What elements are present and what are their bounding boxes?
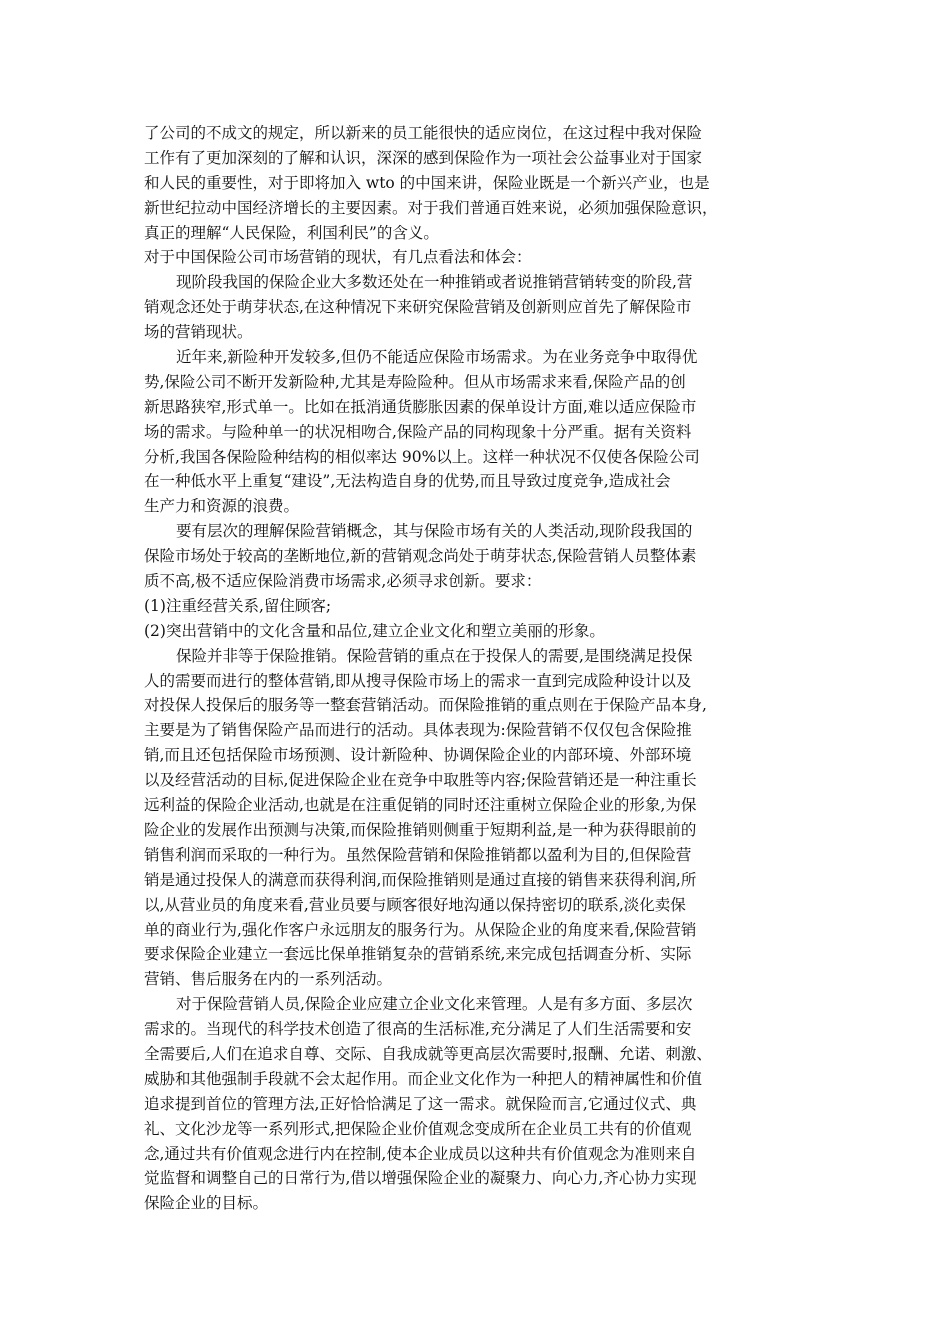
text-line: 觉监督和调整自己的日常行为,借以增强保险企业的凝聚力、向心力,齐心协力实现 (144, 1169, 697, 1188)
text-line: 营销、售后服务在内的一系列活动。 (144, 970, 393, 989)
text-line: 销售利润而采取的一种行为。虽然保险营销和保险推销都以盈利为目的,但保险营 (144, 845, 692, 864)
text-line: (1)注重经营关系,留住顾客; (144, 596, 332, 615)
text-line: 要有层次的理解保险营销概念，其与保险市场有关的人类活动,现阶段我国的 (176, 522, 693, 541)
text-line: 保险市场处于较高的垄断地位,新的营销观念尚处于萌芽状态,保险营销人员整体素 (144, 547, 697, 566)
text-line: 保险企业的目标。 (144, 1194, 269, 1213)
document-body (144, 121, 814, 1216)
text-line: 要求保险企业建立一套远比保单推销复杂的营销系统,来完成包括调查分析、实际 (144, 945, 692, 964)
text-line: 以及经营活动的目标,促进保险企业在竞争中取胜等内容;保险营销还是一种注重长 (144, 771, 697, 790)
text-line: (2)突出营销中的文化含量和品位,建立企业文化和塑立美丽的形象。 (144, 621, 605, 640)
text-line: 对于保险营销人员,保险企业应建立企业文化来管理。人是有多方面、多层次 (176, 995, 693, 1014)
text-line: 追求提到首位的管理方法,正好恰恰满足了这一需求。就保险而言,它通过仪式、典 (144, 1094, 697, 1113)
text-line: 全需要后,人们在追求自尊、交际、自我成就等更高层次需要时,报酬、允诺、刺激、 (144, 1044, 712, 1063)
text-line: 销是通过投保人的满意而获得利润,而保险推销则是通过直接的销售来获得利润,所 (144, 870, 697, 889)
text-line: 保险并非等于保险推销。保险营销的重点在于投保人的需要,是围绕满足投保 (176, 646, 693, 665)
text-line: 新思路狭窄,形式单一。比如在抵消通货膨胀因素的保单设计方面,难以适应保险市 (144, 397, 697, 416)
text-line: 远利益的保险企业活动,也就是在注重促销的同时还注重树立保险企业的形象,为保 (144, 796, 697, 815)
text-line: 和人民的重要性，对于即将加入 wto 的中国来讲，保险业既是一个新兴产业，也是 (144, 173, 710, 192)
text-line: 销,而且还包括保险市场预测、设计新险种、协调保险企业的内部环境、外部环境 (144, 746, 692, 765)
text-line: 销观念还处于萌芽状态,在这种情况下来研究保险营销及创新则应首先了解保险市 (144, 298, 692, 317)
text-line: 分析,我国各保险险种结构的相似率达 90%以上。这样一种状况不仅使各保险公司 (144, 447, 700, 466)
text-line: 单的商业行为,强化作客户永远朋友的服务行为。从保险企业的角度来看,保险营销 (144, 920, 697, 939)
text-line: 了公司的不成文的规定，所以新来的员工能很快的适应岗位，在这过程中我对保险 (144, 124, 703, 142)
text-line: 真正的理解“人民保险，利国利民”的含义。 (144, 223, 439, 242)
text-line: 以,从营业员的角度来看,营业员要与顾客很好地沟通以保持密切的联系,淡化卖保 (144, 895, 686, 914)
text-line: 新世纪拉动中国经济增长的主要因素。对于我们普通百姓来说，必须加强保险意识， (144, 198, 718, 217)
text-line: 主要是为了销售保险产品而进行的活动。具体表现为:保险营销不仅仅包含保险推 (144, 721, 692, 740)
text-line: 念,通过共有价值观念进行内在控制,使本企业成员以这种共有价值观念为准则来自 (144, 1144, 697, 1163)
text-line: 工作有了更加深刻的了解和认识，深深的感到保险作为一项社会公益事业对于国家 (144, 148, 703, 167)
text-line: 近年来,新险种开发较多,但仍不能适应保险市场需求。为在业务竞争中取得优 (176, 348, 698, 367)
text-line: 势,保险公司不断开发新险种,尤其是寿险险种。但从市场需求来看,保险产品的创 (144, 372, 686, 391)
text-line: 场的营销现状。 (144, 323, 253, 342)
text-line: 人的需要而进行的整体营销,即从搜寻保险市场上的需求一直到完成险种设计以及 (144, 671, 692, 690)
text-line: 对于中国保险公司市场营销的现状，有几点看法和体会： (144, 248, 532, 267)
text-line: 现阶段我国的保险企业大多数还处在一种推销或者说推销营销转变的阶段,营 (176, 273, 693, 292)
text-line: 场的需求。与险种单一的状况相吻合,保险产品的同构现象十分严重。据有关资料 (144, 422, 692, 441)
text-line: 礼、文化沙龙等一系列形式,把保险企业价值观念变成所在企业员工共有的价值观 (144, 1119, 692, 1138)
text-line: 险企业的发展作出预测与决策,而保险推销则侧重于短期利益,是一种为获得眼前的 (144, 820, 697, 839)
text-line: 在一种低水平上重复“建设”,无法构造自身的优势,而且导致过度竞争,造成社会 (144, 472, 671, 491)
text-line: 对投保人投保后的服务等一整套营销活动。而保险推销的重点则在于保险产品本身, (144, 696, 707, 715)
text-line: 生产力和资源的浪费。 (144, 497, 300, 516)
text-line: 质不高,极不适应保险消费市场需求,必须寻求创新。要求： (144, 572, 542, 591)
text-line: 威胁和其他强制手段就不会太起作用。而企业文化作为一种把人的精神属性和价值 (144, 1069, 703, 1088)
text-line: 需求的。当现代的科学技术创造了很高的生活标准,充分满足了人们生活需要和安 (144, 1020, 692, 1039)
